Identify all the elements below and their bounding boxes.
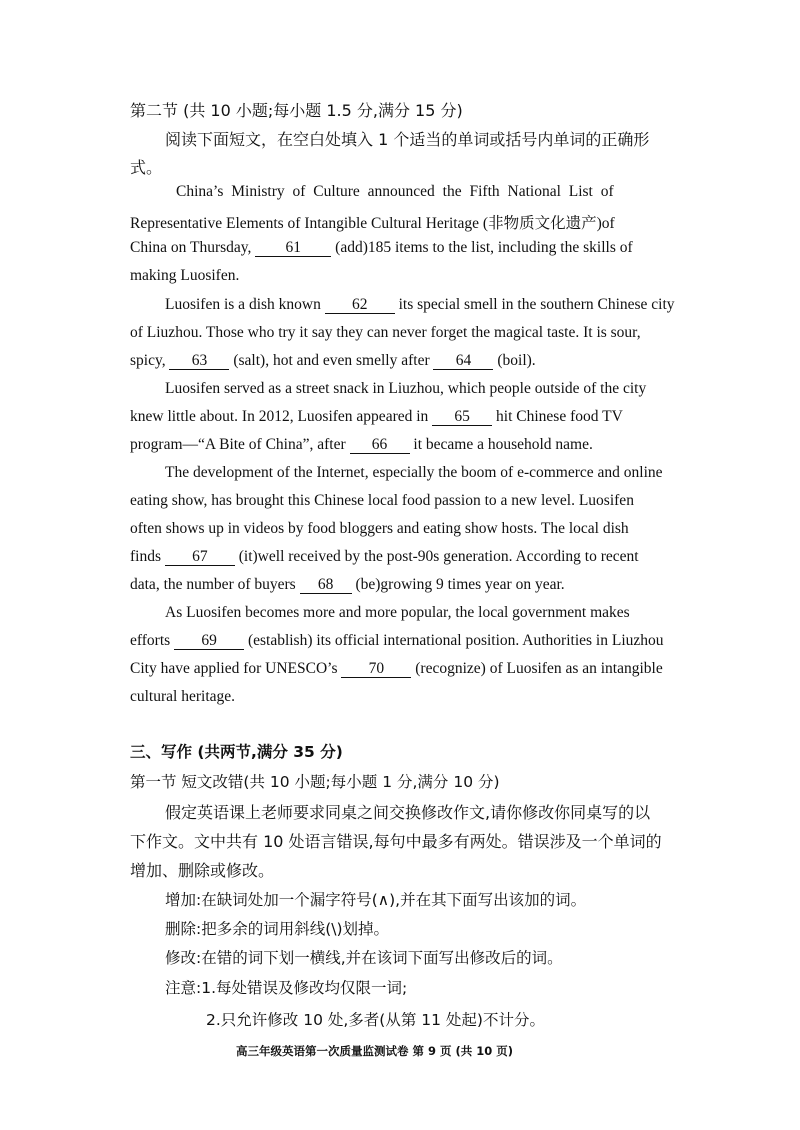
passage-p4-line5 xyxy=(130,576,565,594)
passage-p3-line2 xyxy=(130,408,623,426)
passage-p1-line3 xyxy=(130,239,633,257)
passage-p5-line4: cultural heritage. xyxy=(130,688,236,705)
part3-rule-add: 增加:在缺词处加一个漏字符号(∧),并在其下面写出该加的词。 xyxy=(165,891,587,909)
passage-p4-line4 xyxy=(130,548,639,566)
part3-note1: 注意:1.每处错误及修改均仅限一词; xyxy=(165,979,408,997)
part3-rule-modify: 修改:在错的词下划一横线,并在该词下面写出修改后的词。 xyxy=(165,949,563,967)
passage-text: (it)well received by the post-90s generation. According to recent xyxy=(238,548,639,565)
blank-69[interactable]: 69 xyxy=(174,632,244,650)
passage-p4-line2: eating show, has brought this Chinese local food passion to a new level. Luosifen xyxy=(130,492,634,509)
blank-66[interactable]: 66 xyxy=(350,436,410,454)
passage-p3-line3 xyxy=(130,436,593,454)
passage-p1-line2: Representative Elements of Intangible Cultural Heritage (非物质文化遗产)of xyxy=(130,215,615,232)
passage-text: (add)185 items to the list, including the skills of xyxy=(335,239,633,256)
blank-63[interactable]: 63 xyxy=(169,352,229,370)
passage-text: (recognize) of Luosifen as an intangible xyxy=(415,660,663,677)
passage-p1-line1: China’s Ministry of Culture announced the Fifth National List of xyxy=(176,183,614,200)
passage-p2-line1 xyxy=(165,296,675,314)
passage-text: it became a household name. xyxy=(413,436,593,453)
passage-p2-line2: of Liuzhou. Those who try it say they can never forget the magical taste. It is sour, xyxy=(130,324,641,341)
passage-text: spicy, xyxy=(130,352,166,369)
passage-text: hit Chinese food TV xyxy=(496,408,623,425)
passage-text: efforts xyxy=(130,632,171,649)
blank-64[interactable]: 64 xyxy=(433,352,493,370)
passage-text: City have applied for UNESCO’s xyxy=(130,660,338,677)
passage-text: China on Thursday, xyxy=(130,239,252,256)
passage-p4-line1: The development of the Internet, especially the boom of e-commerce and online xyxy=(165,464,663,481)
passage-text: finds xyxy=(130,548,161,565)
passage-text: program—“A Bite of China”, after xyxy=(130,436,346,453)
blank-67[interactable]: 67 xyxy=(165,548,235,566)
section2-heading: 第二节 (共 10 小题;每小题 1.5 分,满分 15 分) xyxy=(130,101,463,120)
passage-p3-line1: Luosifen served as a street snack in Liuzhou, which people outside of the city xyxy=(165,380,647,397)
passage-text: (salt), hot and even smelly after xyxy=(233,352,430,369)
passage-p5-line3 xyxy=(130,660,663,678)
part3-heading: 三、写作 (共两节,满分 35 分) xyxy=(130,743,343,761)
blank-68[interactable]: 68 xyxy=(300,576,352,594)
part3-section1-heading: 第一节 短文改错(共 10 小题;每小题 1 分,满分 10 分) xyxy=(130,773,500,791)
passage-text: its special smell in the southern Chinese city xyxy=(398,296,675,313)
part3-intro-line2: 下作文。文中共有 10 处语言错误,每句中最多有两处。错误涉及一个单词的 xyxy=(130,832,662,851)
passage-text: (establish) its official international position. Authorities in Liuzhou xyxy=(247,632,664,649)
page-footer: 高三年级英语第一次质量监测试卷 第 9 页 (共 10 页) xyxy=(236,1044,514,1058)
passage-p1-line4: making Luosifen. xyxy=(130,267,240,284)
part3-intro-line3: 增加、删除或修改。 xyxy=(130,861,275,880)
blank-65[interactable]: 65 xyxy=(432,408,492,426)
part3-note2: 2.只允许修改 10 处,多者(从第 11 处起)不计分。 xyxy=(206,1011,545,1029)
section2-instruction-line1: 阅读下面短文，在空白处填入 1 个适当的单词或括号内单词的正确形 xyxy=(165,130,650,149)
blank-70[interactable]: 70 xyxy=(341,660,411,678)
passage-text: data, the number of buyers xyxy=(130,576,296,593)
passage-text: knew little about. In 2012, Luosifen appeared in xyxy=(130,408,429,425)
part3-intro-line1: 假定英语课上老师要求同桌之间交换修改作文,请你修改你同桌写的以 xyxy=(165,803,651,822)
section2-instruction-line2: 式。 xyxy=(130,158,163,177)
passage-p2-line3 xyxy=(130,352,536,370)
passage-p5-line1: As Luosifen becomes more and more popular, the local government makes xyxy=(165,604,630,621)
passage-text: (boil). xyxy=(497,352,536,369)
blank-62[interactable]: 62 xyxy=(325,296,395,314)
passage-text: Luosifen is a dish known xyxy=(165,296,321,313)
passage-p4-line3: often shows up in videos by food bloggers and eating show hosts. The local dish xyxy=(130,520,629,537)
passage-p5-line2 xyxy=(130,632,664,650)
part3-rule-delete: 删除:把多余的词用斜线(\)划掉。 xyxy=(165,920,390,938)
blank-61[interactable]: 61 xyxy=(255,239,331,257)
passage-text: (be)growing 9 times year on year. xyxy=(355,576,565,593)
